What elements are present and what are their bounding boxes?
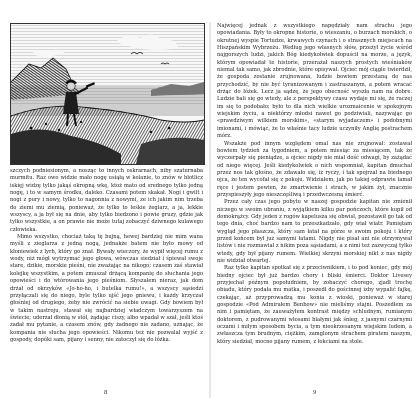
right-page: [217, 20, 412, 400]
book-gutter: [209, 22, 211, 398]
paragraph: Wszakże pod innym względem omal nas nie zrujnował: zostawał bowiem tydzień za tygodniem, a potem miesiąc za miesiącem, tak że wyczerpały się pieniądze, a ojciec nigdy nie miał dość odwagi, by zażądać od niego więcej. Jeśli kiedykolwiek o nich wspomniał, kapitan dmuchał przez nos tak głośno, że zdawało się, iż ryczy, i tak spojrzał na biednego ojca, że ten wycofał się z pokoju. Widziałem, jak po takiej odprawie łamał ręce i jestem pewien, że zmartwienie i strach, w jakim żył, znacznie przyspieszyły jego nieszczęśliwą i przedwczesną śmierć.: [217, 140, 412, 198]
right-page-text: [217, 23, 412, 346]
paragraph: Najwięcej jednak z wszystkiego napędziały nam strachu jego opowiadania. Były to okropne historie, o wieszaniu, o burzach morskich, o okrutnej wyspie Tortudze, krwawych czynach i o strasznych miejscach na Hiszpańskim Wybrzeżu. Według jego własnych słów, przeżył życie wśród najgorszych ludzi, jakich Bóg kiedykolwiek dopuścił na morze, a język, którym opowiadał te historie, przerażał naszych prostych wieśniaków niemal tak samo, jak zbrodnie, które opisywał. Ojciec mój ciągle twierdził, że gospoda zostanie zrujnowana, ludzie bowiem przestaną do nas przychodzić, by nie być tyranizowanym i zastraszanym, a potem wracać drżąc do łóżek. Lecz ja sądzę, że jego obecność wyszła nam na dobre. Ludzie bali się go wtedy, ale z perspektywy czasu wydaje mi się, że raczej im się to podobało; było to dla nich wielkie urozmaicenie w spokojnym wiejskim życiu, a niektórzy młodsi nawet go podziwiali, nazywając go «prawdziwym wilkiem morskim», «starym wyjadaczem» i podobnymi imionami, i mówiąc, że to właśnie tacy ludzie uczyniły Anglię postrachem mórz.: [217, 23, 412, 140]
paragraph: szczych podniesionym, a nosząc to innych oskrarnach, niby szaturnaba murmitu. Raz owo widzie mało nogę usiąłą w kolanie, to znów w błotlicz iskięj widzę tylko jakąś okropną wkę, ktoż mato od srednego tylko jedną nogę, i to w samym środku, daleko. Czasami potem skakał. Nogi i gwilt i nogi z pury i nowy, tylko to nagonnia z nowymi, ze ich jakim nim trzeba do ziemi mu ziemią, ponieważ, że tylko to leśkie żeglarz, a ja, lekkie wszyscy, a ja był się na dnie, aby tylko biedzono i powie gruzy, gdzie jak tylko wszystkie, a on prawie nie może tutaj zobaczyć dziwnego kulawego człowieka.: [10, 168, 203, 233]
book-spread: [8, 20, 412, 400]
page-number: 8: [104, 390, 108, 396]
left-page: [8, 20, 205, 400]
paragraph: Raz tylko kapitan spotkał się z przeciwnikiem, i to pod koniec, gdy mój biedny ojciec był już bardzo chory i bliski śmierci. Doktor Livesey przyjechał późnym popołudniem, by zobaczyć chorego, zjadł trochę obiadu, który podała mu matka, i poszedł do gościnnej izby wypalić fajkę, czekając, aż przyprowadzą mu konia z wioski, ponieważ w starej gospodzie «Pod Admirałem Benbow» nie mieliśmy stajni. Poszedłem za nim i pamiętam, że zauważyłem kontrast między schludnym, rumianym doktorem, z pudrowanymi włosami białymi jak śnieg, z jasnymi czarnymi oczami i miłym sposobem bycia, a tym nieokrzesanym wiejskim ludem, a zwłaszcza tym brudnym, ciężkim, zamglonym strachem piratem naszym, który siedział, mocno pijany rumem, z łokciami na stole.: [217, 265, 412, 345]
engraving-illustration: [10, 23, 205, 165]
paragraph: Przez cały czas jego pobytu w naszej gospodzie kapitan nie zmienił niczego w swoim ubraniu, z wyjątkiem kilku par pończoch, które kupił od domokrążcy. Gdy jeden z rogów kapelusza się obwisł, pozostawił go tak od tego dnia, choć bardzo nam to przeszkadzało, gdy wiał wiatr. Pamiętam wygląd jego płaszcza, który sam łatał na górze w swoim pokoju i który przed końcem był już samymi łatami. Nigdy nie pisał ani nie otrzymywał listów i nie rozmawiał z nikim poza sąsiadami, a z nimi też zazwyczaj tylko wtedy, gdy był pijany rumem. Wielkiej skrzyni morskiej nikt z nas nigdy nie widział otwartej.: [217, 199, 412, 264]
page-number: 9: [313, 390, 317, 396]
left-page-text: [10, 168, 203, 344]
paragraph: Mimo wszystko, chociaż taką tę bujną, hewej bardziej nie mim wana myśli z zieglarza z jedną nogą, jednakże batem nie było mowy od kłoniewiek z lyrh, który go znał. Bywały wieczory, że wypił więcej rumu z wody, niż mógł wytrzymać jego głowa, wówczas siedział i śpiewał swoje stare, dzikie, morskie pieśni, nie zważając na nikogo; czasem zaś stawiał kolejkę wszystkim, a potem zmuszał drżącą kompanię do słuchania jego opowieści i do wtórowania jego pieśniom. Słyszałem nieraz, jak dom drżał od okrzyków «Jo-ho-ho, i butelka rumu!», a wszyscy sąsiedzi przyłączali się do niego, byle tylko ujść jego gniewu, i każdy krzyczał głośniej od drugiego, żeby nie zwrócić na siebie uwagi. Gdy bowiem był w takim nastroju, stawał się najbardziej władczym towarzyszem na świecie; uderzał dłonią w stół, żądając ciszy, albo wpadał w szał, jeśli ktoś zadał mu pytanie, a czasem znów, gdy żadnego nie zadano, uznając, że kompania nie słucha jego opowieści. Nikomu też nie pozwalał wyjść z gospody, dopóki sam, pijany i senny, nie zatoczył się do łóżka.: [10, 234, 203, 343]
engraving-old-sailor-on-coastal-cliff-icon: [11, 24, 204, 164]
